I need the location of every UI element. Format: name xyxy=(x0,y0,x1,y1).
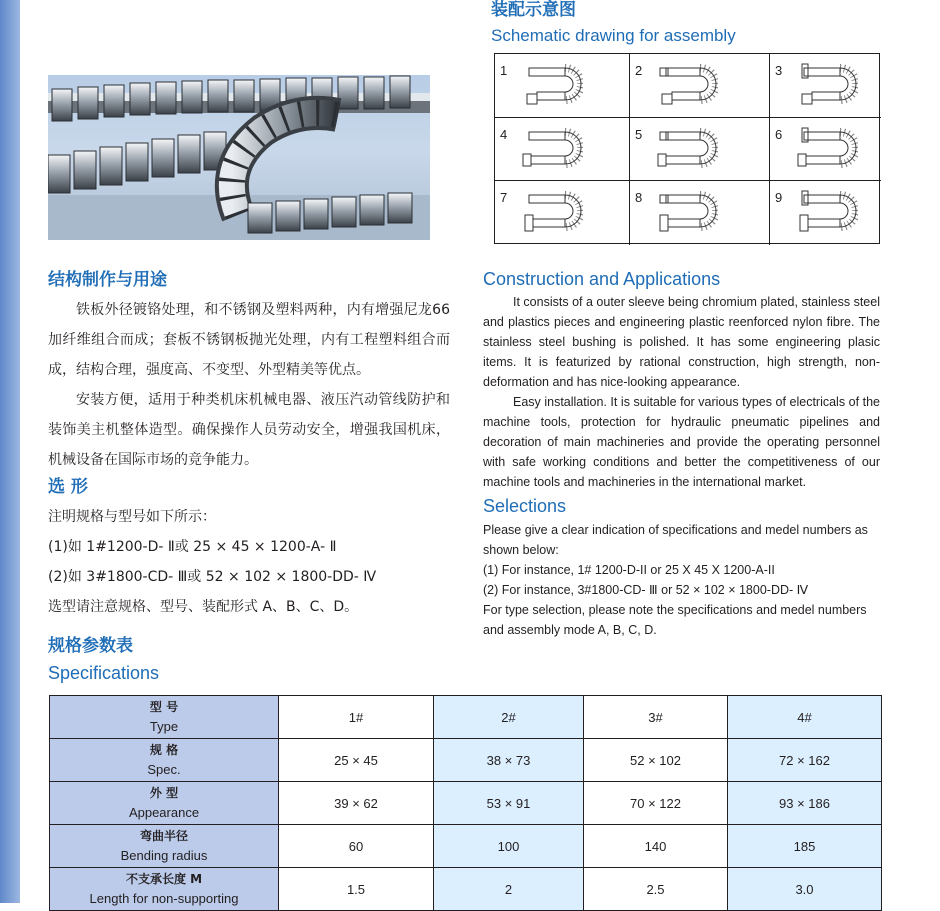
construction-heading-en: Construction and Applications xyxy=(483,269,721,289)
table-cell: 4# xyxy=(728,696,882,739)
table-row xyxy=(50,739,882,782)
table-cell: 100 xyxy=(434,825,584,868)
row-label xyxy=(50,696,279,739)
table-cell: 70 × 122 xyxy=(584,782,728,825)
table-cell: 38 × 73 xyxy=(434,739,584,782)
assembly-title-cn: 装配示意图 xyxy=(491,0,576,20)
construction-paragraph-cn-2: 安装方便，适用于种类机床机械电器、液压汽动管线防护和装饰美主机整体造型。确保操作人员劳动安全，增强我国机床，机械设备在国际市场的竞争能力。 xyxy=(48,392,450,468)
assembly-drawing-icon xyxy=(521,126,583,172)
assembly-drawing-icon xyxy=(521,62,583,108)
row-label-en: Type xyxy=(149,719,179,734)
assembly-number: 9 xyxy=(775,190,783,205)
selection-example-en-1: (1) For instance, 1# 1200-D-II or 25 X 45 X 1200-A-II xyxy=(483,563,775,577)
selection-example-cn-1: (1)如 1#1200-D- Ⅱ或 25 × 45 × 1200-A- Ⅱ xyxy=(48,539,337,555)
row-label-en: Bending radius xyxy=(120,848,208,863)
product-photo xyxy=(48,75,430,240)
table-cell: 185 xyxy=(728,825,882,868)
selection-example-cn-2: (2)如 3#1800-CD- Ⅲ或 52 × 102 × 1800-DD- Ⅳ xyxy=(48,569,377,585)
assembly-title-en: Schematic drawing for assembly xyxy=(491,26,736,45)
assembly-drawing-icon xyxy=(796,62,858,108)
table-cell: 60 xyxy=(279,825,434,868)
table-row xyxy=(50,696,882,739)
table-cell: 1.5 xyxy=(279,868,434,911)
construction-paragraph-cn-1: 铁板外径镀铬处理，和不锈钢及塑料两种，内有增强尼龙66加纤维组合而成；套板不锈钢板抛光处理，内有工程塑料组合而成，结构合理，强度高、不变型、外型精美等优点。 xyxy=(48,302,450,378)
selection-intro-cn: 注明规格与型号如下所示： xyxy=(48,509,216,525)
assembly-cell xyxy=(495,181,630,245)
row-label xyxy=(50,868,279,911)
construction-paragraph-en-2: Easy installation. It is suitable for various types of electricals of the machine tools, protection for hydraulic pneumatic pipelines and decoration of main machineries and provide the operating personnel with safe working conditions and better the competitiveness of our machine tools and machineries in the international market. xyxy=(483,395,880,489)
table-cell: 53 × 91 xyxy=(434,782,584,825)
page-edge-bar xyxy=(0,0,20,903)
assembly-drawing-icon xyxy=(521,189,583,235)
table-cell: 72 × 162 xyxy=(728,739,882,782)
assembly-number: 8 xyxy=(635,190,643,205)
selection-heading-en: Selections xyxy=(483,496,567,516)
table-cell: 93 × 186 xyxy=(728,782,882,825)
row-label xyxy=(50,739,279,782)
assembly-number: 2 xyxy=(635,63,643,78)
assembly-number: 1 xyxy=(500,63,508,78)
assembly-cell xyxy=(770,181,881,245)
assembly-number: 6 xyxy=(775,127,783,142)
table-cell: 2# xyxy=(434,696,584,739)
assembly-cell xyxy=(495,118,630,181)
assembly-cell xyxy=(630,118,770,181)
construction-paragraph-en-1: It consists of a outer sleeve being chromium plated, stainless steel and plastics pieces and engineering plastic reenforced nylon fibre. The stainless steel bushing is polished. It has some engineering plasic items. It is featurized by rational construction, high strength, non-deformation and has nice-looking appearance. xyxy=(483,295,880,389)
assembly-cell xyxy=(495,54,630,118)
table-cell: 3.0 xyxy=(728,868,882,911)
table-cell: 39 × 62 xyxy=(279,782,434,825)
assembly-number: 4 xyxy=(500,127,508,142)
assembly-grid xyxy=(494,53,880,244)
assembly-number: 3 xyxy=(775,63,783,78)
cable-chain-illustration xyxy=(48,75,430,240)
row-label-cn: 规 格 xyxy=(149,743,179,757)
row-label-cn: 不支承长度 M xyxy=(125,872,203,886)
table-cell: 3# xyxy=(584,696,728,739)
specifications-table xyxy=(49,695,882,911)
table-cell: 52 × 102 xyxy=(584,739,728,782)
assembly-drawing-icon xyxy=(656,62,718,108)
selection-example-en-2: (2) For instance, 3#1800-CD- Ⅲ or 52 × 102 × 1800-DD- Ⅳ xyxy=(483,583,809,597)
assembly-drawing-icon xyxy=(656,189,718,235)
row-label-en: Appearance xyxy=(128,805,200,820)
table-cell: 140 xyxy=(584,825,728,868)
construction-heading-cn: 结构制作与用途 xyxy=(48,270,167,290)
table-row xyxy=(50,868,882,911)
table-row xyxy=(50,782,882,825)
table-cell: 25 × 45 xyxy=(279,739,434,782)
assembly-drawing-icon xyxy=(796,189,858,235)
row-label xyxy=(50,825,279,868)
assembly-cell xyxy=(770,54,881,118)
row-label-cn: 型 号 xyxy=(149,700,179,714)
assembly-drawing-icon xyxy=(656,126,718,172)
assembly-cell xyxy=(770,118,881,181)
assembly-number: 7 xyxy=(500,190,508,205)
assembly-cell xyxy=(630,181,770,245)
table-row xyxy=(50,825,882,868)
table-cell: 1# xyxy=(279,696,434,739)
selection-intro-en: Please give a clear indication of specifications and medel numbers as shown below: xyxy=(483,523,868,557)
selection-note-en: For type selection, please note the specifications and medel numbers and assembly mode A, B, C, D. xyxy=(483,603,867,637)
table-cell: 2 xyxy=(434,868,584,911)
row-label-en: Spec. xyxy=(147,762,181,777)
selection-heading-cn: 选 形 xyxy=(48,477,88,497)
row-label-cn: 弯曲半径 xyxy=(139,829,188,843)
selection-note-cn: 选型请注意规格、型号、装配形式 A、B、C、D。 xyxy=(48,599,359,615)
assembly-drawing-icon xyxy=(796,126,858,172)
specifications-title-cn: 规格参数表 xyxy=(48,636,133,656)
specifications-title-en: Specifications xyxy=(48,663,160,683)
row-label-en: Length for non-supporting xyxy=(89,891,239,906)
row-label-cn: 外 型 xyxy=(149,786,179,800)
assembly-cell xyxy=(630,54,770,118)
assembly-number: 5 xyxy=(635,127,643,142)
row-label xyxy=(50,782,279,825)
table-cell: 2.5 xyxy=(584,868,728,911)
